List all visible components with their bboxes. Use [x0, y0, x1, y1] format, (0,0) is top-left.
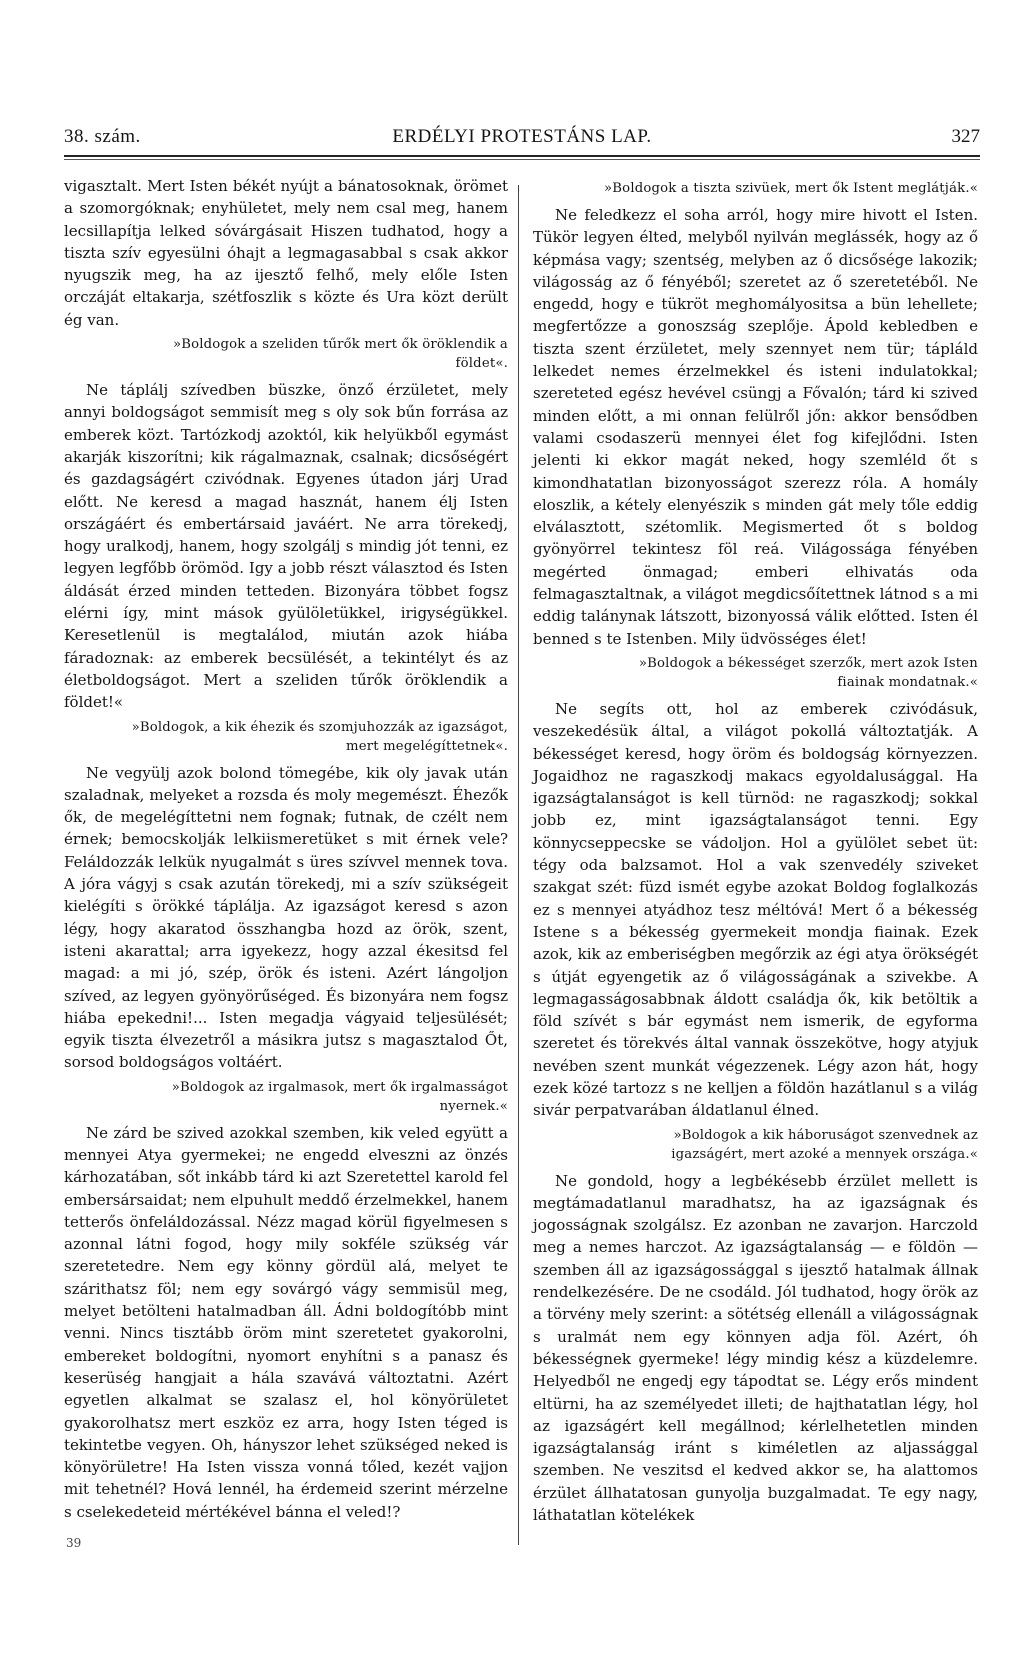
paragraph: Ne vegyülj azok bolond tömegébe, kik oly javak után szaladnak, melyeket a rozsda és moly megemészt. Éhezők ők, de megelégíttetni nem fognak; futnak, de czélt nem érnek; bemocskolják lelkiismeretüket s mit érnek vele? Feláldozzák lelkük nyugalmát s üres szívvel mennek tova. A jóra vágyj s csak azután törekedj, mi a szív szükségeit kielégíti s örökké táplálja. Az igazságot keresd s azon légy, hogy akaratod összhangba hozd az örök, szent, isteni akarattal; arra igyekezz, hogy azzal ékesitsd fel magad: a mi jó, szép, örök és isteni. Azért lángoljon szíved, az legyen gyönyörűséged. És bizonyára nem fogsz hiába epekedni!... Isten megadja vágyaid teljesülését; egyik tiszta élvezetről a másikra jutsz s magasztalod Őt, sorsod boldogságos voltáért. [64, 763, 508, 1072]
header-rule [64, 155, 980, 157]
paragraph: Ne gondold, hogy a legbékésebb érzület mellett is megtámadatlanul maradhatsz, ha az igazságnak és jogosságnak szolgálsz. Ez azonban ne zavarjon. Harczold meg a nemes harczot. Az igazságtalanság — e földön — szemben áll az igazságossággal s ijesztő hatalmak állnak rendelkezésére. De ne csodáld. Jól tudhatod, hogy örök az a törvény mely szerint: a sötétség ellenáll a világosságnak s uralmát nem egy könnyen adja föl. Azért, óh békességnek gyermeke! légy mindig kész a küzdelemre. Helyedből ne engedj egy tápodtat se. Légy erős mindent eltürni, ha az személyedet illeti; de hajthatatlan légy, hol az igazságért kell megállnod; kérlelhetetlen minden igazságtalanság iránt s kiméletlen az aljassággal szemben. Ne veszitsd el kedved akkor se, ha alattomos érzület állhatatosan gunyolja buzgalmadat. Te egy nagy, láthatatlan kötelékek [533, 1171, 978, 1525]
column-divider [518, 185, 519, 1545]
page-header [64, 124, 980, 154]
paragraph: Ne zárd be szived azokkal szemben, kik veled együtt a mennyei Atya gyermekei; ne engedd elveszni az önzés kárhozatában, sőt inkább tárd ki azt Szeretettel karold fel embersársaidat; nem elpuhult meddő érzelmekkel, hanem tetterős önfeláldozással. Nézz magad körül figyelmesen s azonnal látni fogod, hogy mily sokféle szükség vár szeretetedre. Nem egy könny gördül alá, melyet te szárithatsz föl; nem egy sovárgó vágy semmisül meg, melyet betölteni hatalmadban áll. Ádni boldogítóbb mint venni. Nincs tisztább öröm mint szeretetet gyakorolni, embereket boldogítni, nyomort enyhítni s a panasz és keserüség hangjait a hála szavává változtatni. Azért egyetlen alkalmat se szalasz el, hol könyörületet gyakorolhatsz mert eszköz ez arra, hogy Isten téged is tekintetbe vegyen. Oh, hányszor lehet szükséged neked is könyörületre! Ha Isten vissza vonná tőled, kezét vajjon mit tehetnél? Hová lennél, ha érdemeid szerint mérzelne s cselekedeteid mértékével bánna el veled!? [64, 1123, 508, 1521]
beatitude-quote: »Boldogok az irgalmasok, mert ők irgalmasságot nyernek.« [171, 1079, 508, 1114]
beatitude-quote: »Boldogok a tiszta szivüek, mert ők Istent meglátják.« [604, 181, 978, 196]
beatitude-quote: »Boldogok, a kik éhezik és szomjuhozzák az igazságot, mert megelégíttetnek«. [131, 719, 508, 754]
right-column [533, 175, 978, 1526]
beatitude-quote: »Boldogok a szeliden tűrők mert ők öröklendik a földet«. [172, 337, 508, 372]
paragraph: Ne segíts ott, hol az emberek czivódásuk, veszekedésük által, a világot pokollá változtatják. A békességet keresd, hogy öröm és boldogság környezzen. Jogaidhoz ne ragaszkodj makacs egyoldalusággal. Ha igazságtalanságot is kell türnöd: ne ragaszkodj; sokkal jobb ez, mint igazságtalanságot tenni. Egy könnycseppecske se vádoljon. Hol a gyülölet sebet üt: tégy oda balzsamot. Hol a vak szenvedély sziveket szakgat szét: füzd ismét egybe azokat Boldog foglalkozás ez s mennyei atyádhoz tesz méltóvá! Mert ő a békesség Istene s a békesség gyermekeit mondja fiainak. Ezek azok, kik az emberiségben megőrzik az égi atya örökségét s útját egyengetik az ő világosságának a szivekbe. A legmagasságosabbnak áldott családja ők, kik betöltik a föld szívét s bár egymást nem ismerik, de egyforma szeretet és törekvés által vannak összekötve, hogy atyjuk nevében szent munkát végezzenek. Légy azon hát, hogy ezek közé tartozz s ne kelljen a földön hazátlanul s a világ sivár perpatvarában áldatlanul élned. [533, 699, 978, 1120]
paragraph: Ne táplálj szívedben büszke, önző érzületet, mely annyi boldogságot semmisít meg s oly sok bűn forrása az emberek közt. Tartózkodj azoktól, kik helyükből egymást akarják kiszorítni; kik rágalmaznak, csalnak; dicsőségért és gazdagságért czivódnak. Egyenes útadon járj Urad előtt. Ne keresd a magad hasznát, hanem élj Isten országáért és embertársaid javáért. Ne arra törekedj, hogy uralkodj, hanem, hogy szolgálj s mindig jót tenni, ez legyen legfőbb örömöd. Igy a jobb részt választod és Isten áldását érzed minden tetteden. Bizonyára többet fogsz elérni így, mint mások gyülöletükkel, irigységükkel. Keresetlenül is megtalálod, miután azok hiába fáradoznak: az emberek becsülését, a tekintélyt és az életboldogságot. Mert a szeliden tűrők öröklendik a földet!« [64, 381, 508, 712]
header-rule-thin [64, 159, 980, 160]
footer-mark: 39 [66, 1536, 82, 1550]
beatitude-quote: »Boldogok a békességet szerzők, mert azok Isten fiainak mondatnak.« [638, 655, 978, 690]
journal-title: ERDÉLYI PROTESTÁNS LAP. [392, 126, 652, 147]
left-column [64, 175, 508, 1523]
page-number: 327 [951, 126, 980, 147]
beatitude-quote: »Boldogok a kik háboruságot szenvednek az igazságért, mert azoké a mennyek országa.« [671, 1127, 978, 1162]
paragraph: Ne feledkezz el soha arról, hogy mire hivott el Isten. Tükör legyen élted, melyből nyilván meglássék, hogy az ő képmása vagy; szentség, melyben az ő dicsősége lakozik; világosság az ő fényéből; szeretet az ő szeretetéből. Ne engedd, hogy e tükröt meghomályositsa a bün lehellete; megfertőzze a gonoszság szeplője. Ápold kebledben e tiszta szent érzületet, mely szennyet nem tür; tápláld lelkedet nemes érzelmekkel és isteni indulatokkal; szereteted egész hevével csüngj a Fővalón; tárd ki szived minden előtt, a mi onnan felülről jőn: akkor bensődben valami csodaszerü mennyei élet fog kifejlődni. Isten jelenti ki ekkor magát neked, hogy szemléld őt s kimondhatatlan bizonyosságot szerezz róla. A homály eloszlik, a kétely elenyészik s minden gát mely tőle eddig elválasztott, szétomlik. Megismerted őt s boldog gyönyörrel tekintesz föl reá. Világossága fényében megérted önmagad; emberi elhivatás oda felmagasztaltnak, a világot megdicsőítettnek látnod s a mi eddig talánynak látszott, bizonyossá válik előtted. Isten él benned s te Istenben. Mily üdvösséges élet! [533, 206, 978, 648]
paragraph: vigasztalt. Mert Isten békét nyújt a bánatosoknak, örömet a szomorgóknak; enyhületet, mely nem csal meg, hanem lecsillapítja lelked sóvárgásait Hiszen tudhatod, hogy a tiszta szív egyesülni óhajt a legmagasabbal s csak akkor nyugszik meg, ha az ijesztő felhő, mely előle Isten orczáját eltakarja, szétfoszlik s közte és Ura közt derült ég van. [64, 177, 508, 329]
issue-number: 38. szám. [64, 126, 141, 147]
